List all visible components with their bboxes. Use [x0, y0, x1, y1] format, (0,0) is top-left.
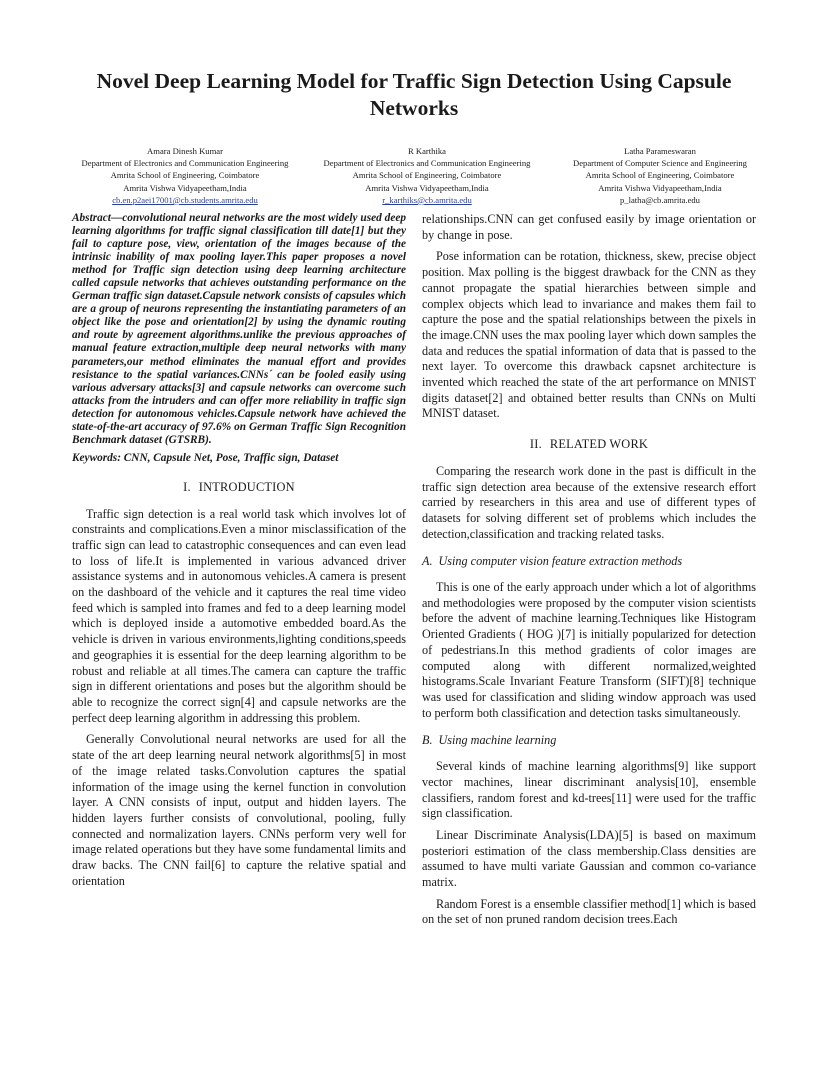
section-number: I. — [183, 479, 191, 494]
author-email: p_latha@cb.amrita.edu — [620, 194, 700, 205]
right-column — [422, 212, 756, 928]
subsection-letter: A. — [422, 554, 433, 569]
author-school: Amrita School of Engineering, Coimbatore — [585, 170, 735, 181]
author-name: Amara Dinesh Kumar — [147, 146, 223, 156]
related-paragraph-1: Comparing the research work done in the past is difficult in the traffic sign detection area because of the extensive research effort carried by researchers in this area and use of different types of datasets for solving different set of problems which includes the detection,classification and tracking related tasks. — [422, 463, 756, 541]
section-title: INTRODUCTION — [198, 479, 295, 494]
left-column — [72, 212, 406, 889]
subsection-b-paragraph-2: Linear Discriminate Analysis(LDA)[5] is based on maximum posteriori estimation of the class membership.Class densities are assumed to have multi variate Gaussian and common co-variance matrix. — [422, 827, 756, 890]
author-dept: Department of Electronics and Communication Engineering — [81, 158, 289, 169]
keywords: Keywords: CNN, Capsule Net, Pose, Traffic sign, Dataset — [72, 451, 339, 464]
author-2 — [302, 145, 552, 206]
intro-paragraph-2-continued: relationships.CNN can get confused easily by image orientation or by change in pose. — [422, 212, 756, 242]
subsection-a-paragraph: This is one of the early approach under which a lot of algorithms and methodologies were proposed by the computer vision scientists before the advent of machine learning.Techniques like Histogram Oriented Gradients ( HOG )[7] is initially popularized for detection of pedestrians.In this method gradients of color images are computed along with different normalized,weighted histograms.Scale Invariant Feature Transform (SIFT)[8] technique was used for classification and sliding window approach was used to perform both classification and detection tasks simultaneously. — [422, 580, 756, 720]
intro-paragraph-3: Pose information can be rotation, thickness, skew, precise object position. Max polling is the biggest drawback for the CNN as they cannot propagate the spatial hierarchies between simple and complex objects which lead to invariance and makes them fail to capture the pose and the spatial relationships between the pixels in the image.CNN uses the max pooling layer which down samples the data and reduces the spatial information of data that is passed to the next layer. To overcome this drawback capsnet architecture is invented which reached the state of the art performance on MNIST digits dataset[2] and obtained better results than CNNs on Multi MNIST dataset. — [422, 249, 756, 421]
author-dept: Department of Computer Science and Engineering — [573, 158, 747, 169]
author-3 — [535, 145, 785, 206]
intro-paragraph-2: Generally Convolutional neural networks are used for all the state of the art deep learning neural network algorithms[5] in most of the image related tasks.Convolution captures the spatial information of the image using the kernel function in convolution layer. A CNN consists of input, output and hidden layers. The hidden layers further consists of convolutional, pooling, fully connected and normalization layers. CNNs perform very well for image related operations but they have some fundamental limits and draw backs. The CNN fail[6] to capture the relative spatial and orientation — [72, 732, 406, 888]
abstract: Abstract—convolutional neural networks are the most widely used deep learning algorithms for traffic signal classification till date[1] but they fail to capture pose, view, orientation of the images because of the intrinsic inability of max pooling layer.This paper proposes a novel method for Traffic sign detection using deep learning architecture called capsule networks that achieves outstanding performance on the German traffic sign dataset.Capsule network consists of capsules which are a group of neurons representing the instantiating parameters of an object like the pose and orientation[2] by using the dynamic routing and route by agreement algorithms.unlike the previous approaches of manual feature extraction,multiple deep neural networks with many parameters,our method eliminates the manual effort and provides resistance to the spatial variances.CNNs´ can be fooled easily using various adversary attacks[3] and capsule networks can overcome such attacks from the intruders and can offer more reliability in traffic sign detection for autonomous vehicles.Capsule network have achieved the state-of-the-art accuracy of 97.6% on German Traffic Sign Recognition Benchmark dataset (GTSRB). — [72, 212, 406, 446]
author-email-link[interactable]: r_karthiks@cb.amrita.edu — [382, 194, 472, 205]
author-email-link[interactable]: cb.en.p2aei17001@cb.students.amrita.edu — [112, 194, 258, 205]
author-name: R Karthika — [408, 146, 446, 156]
subsection-b-paragraph-1: Several kinds of machine learning algorithms[9] like support vector machines, linear discriminant analysis[10], ensemble classifiers, random forest and kd-trees[11] were used for the traffic sign classification. — [422, 759, 756, 821]
author-university: Amrita Vishwa Vidyapeetham,India — [598, 182, 722, 193]
author-dept: Department of Electronics and Communication Engineering — [323, 158, 531, 169]
subsection-letter: B. — [422, 733, 433, 748]
author-1 — [60, 145, 310, 206]
section-number: II. — [529, 437, 542, 452]
subsection-heading-b — [422, 733, 756, 749]
section-heading-introduction — [72, 480, 406, 496]
subsection-title: Using machine learning — [438, 733, 557, 748]
subsection-b-paragraph-3: Random Forest is a ensemble classifier method[1] which is based on the set of non pruned random decision trees.Each — [422, 896, 756, 927]
paper-title: Novel Deep Learning Model for Traffic Sign Detection Using Capsule Networks — [96, 69, 732, 120]
author-university: Amrita Vishwa Vidyapeetham,India — [365, 182, 489, 193]
section-title: RELATED WORK — [549, 437, 649, 452]
author-university: Amrita Vishwa Vidyapeetham,India — [123, 182, 247, 193]
author-school: Amrita School of Engineering, Coimbatore — [110, 170, 260, 181]
subsection-title: Using computer vision feature extraction methods — [438, 554, 683, 569]
subsection-heading-a — [422, 554, 756, 570]
intro-paragraph-1: Traffic sign detection is a real world task which involves lot of constraints and complications.Even a minor misclassification of the traffic sign can lead to catastrophic consequences and can even lead to loss of life.It is implemented in various advanced driver assistance systems and in autonomous vehicles.A camera is present on the dashboard of the vehicle and it captures the real time video feed which is sampled into frames and fed to a deep learning model which is deployed inside a automotive embedded board.As the vehicle is driven in various environments,lighting conditions,speeds and geographies it is essential for the deep learning algorithm to be robust and reliable at all times.The camera can capture the traffic sign in different orientations and poses but the algorithm should be able to recognize the correct sign[4] and capsule networks are the perfect deep learning algorithm in addressing this problem. — [72, 506, 406, 725]
section-heading-related-work — [422, 437, 756, 453]
author-school: Amrita School of Engineering, Coimbatore — [352, 170, 502, 181]
author-name: Latha Parameswaran — [624, 146, 696, 156]
